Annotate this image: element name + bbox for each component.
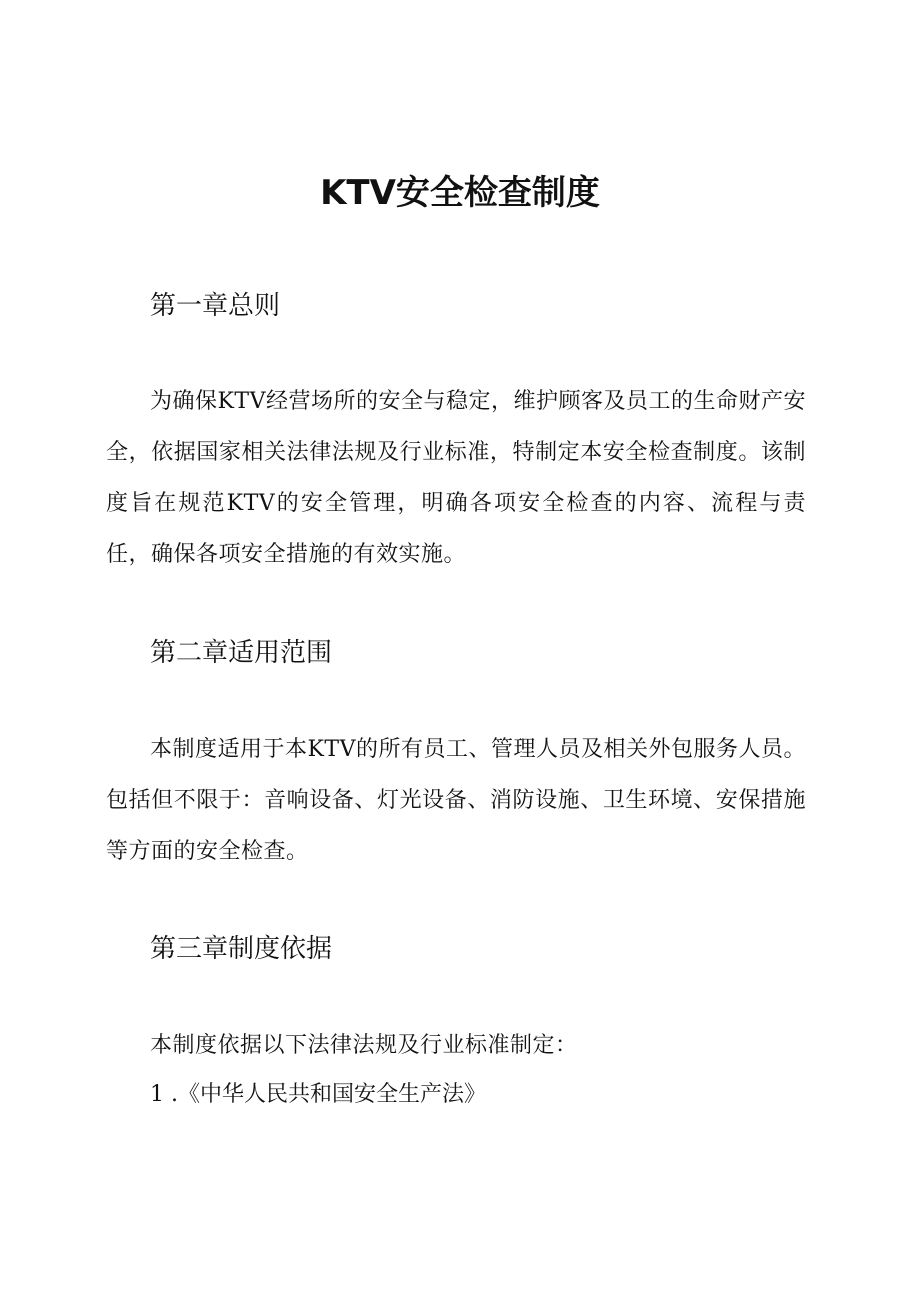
chapter-3-heading: 第三章制度依据 bbox=[150, 934, 333, 964]
chapter-1-heading: 第一章总则 bbox=[150, 291, 281, 321]
law-list-item: 1 .《中华人民共和国安全生产法》 bbox=[150, 1082, 486, 1107]
chapter-3-paragraph: 本制度依据以下法律法规及行业标准制定： bbox=[150, 1033, 578, 1058]
chapter-1-paragraph: 为确保KTV经营场所的安全与稳定，维护顾客及员工的生命财产安全，依据国家相关法律法规及行业标准，特制定本安全检查制度。该制度旨在规范KTV的安全管理，明确各项安全检查的内容、流程与责任，确保各项安全措施的有效实施。 bbox=[106, 389, 806, 567]
chapter-2-heading: 第二章适用范围 bbox=[150, 638, 333, 668]
chapter-2-paragraph: 本制度适用于本KTV的所有员工、管理人员及相关外包服务人员。包括但不限于：音响设备、灯光设备、消防设施、卫生环境、安保措施等方面的安全检查。 bbox=[106, 737, 806, 864]
document-title: KTV安全检查制度 bbox=[320, 173, 600, 213]
